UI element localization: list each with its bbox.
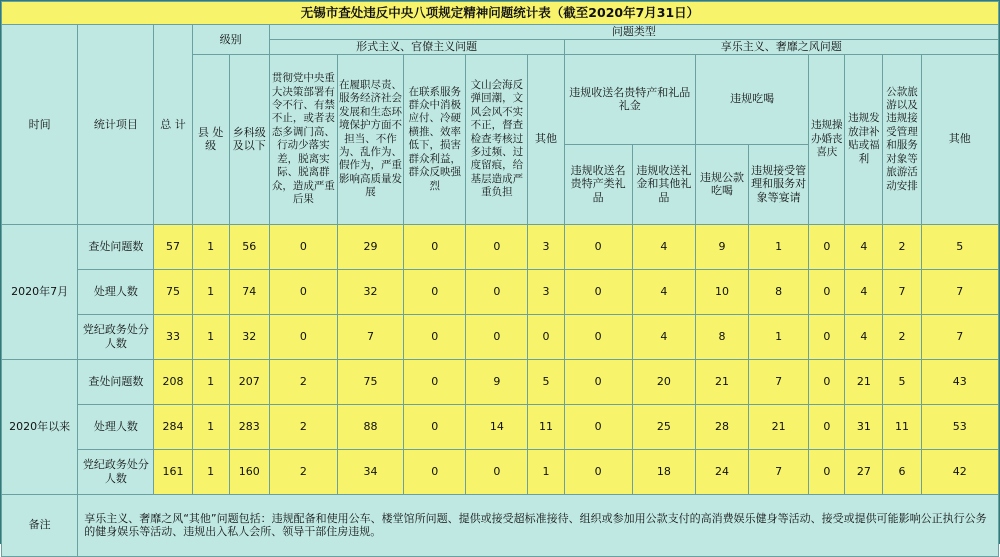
value-cell: 74: [229, 269, 269, 314]
value-cell: 0: [269, 314, 337, 359]
value-cell: 31: [845, 404, 883, 449]
value-cell: 75: [337, 359, 403, 404]
value-cell: 8: [695, 314, 748, 359]
value-cell: 7: [883, 269, 921, 314]
stat-item-cell: 党纪政务处分人数: [78, 314, 154, 359]
value-cell: 32: [337, 269, 403, 314]
value-cell: 56: [229, 224, 269, 269]
value-cell: 4: [632, 314, 695, 359]
value-cell: 4: [845, 224, 883, 269]
value-cell: 2: [883, 224, 921, 269]
value-cell: 2: [269, 404, 337, 449]
value-cell: 0: [466, 449, 528, 494]
value-cell: 1: [192, 359, 229, 404]
header-stat-item: 统计项目: [78, 25, 154, 225]
header-eat-2: 违规接受管理和服务对象等宴请: [749, 144, 809, 224]
value-cell: 0: [528, 314, 564, 359]
value-cell: 8: [749, 269, 809, 314]
header-problem-type: 问题类型: [269, 25, 998, 40]
value-cell: 0: [809, 269, 845, 314]
value-cell: 7: [749, 449, 809, 494]
header-eat: 违规吃喝: [695, 54, 808, 144]
header-hedonism: 享乐主义、奢靡之风问题: [564, 39, 998, 54]
value-cell: 0: [466, 224, 528, 269]
stat-item-cell: 处理人数: [78, 269, 154, 314]
table-row: [2, 404, 999, 449]
value-cell: 21: [845, 359, 883, 404]
value-cell: 5: [528, 359, 564, 404]
value-cell: 4: [845, 314, 883, 359]
value-cell: 0: [269, 224, 337, 269]
value-cell: 0: [564, 224, 632, 269]
value-cell: 160: [229, 449, 269, 494]
value-cell: 28: [695, 404, 748, 449]
value-cell: 29: [337, 224, 403, 269]
value-cell: 284: [154, 404, 192, 449]
value-cell: 11: [883, 404, 921, 449]
value-cell: 21: [749, 404, 809, 449]
remark-label: 备注: [2, 494, 78, 556]
value-cell: 27: [845, 449, 883, 494]
value-cell: 0: [466, 314, 528, 359]
value-cell: 0: [564, 314, 632, 359]
table-row: [2, 359, 999, 404]
value-cell: 25: [632, 404, 695, 449]
value-cell: 0: [564, 359, 632, 404]
header-formalism-2: 在履职尽责、服务经济社会发展和生态环境保护方面不担当、不作为、乱作为、假作为，严重影响高质量发展: [337, 54, 403, 224]
value-cell: 0: [404, 359, 466, 404]
value-cell: 1: [528, 449, 564, 494]
remark-text: 享乐主义、奢靡之风“其他”问题包括：违规配备和使用公车、楼堂馆所问题、提供或接受超标准接待、组织或参加用公款支付的高消费娱乐健身等活动、接受或提供可能影响公正执行公务的健身娱乐等活动、违规出入私人会所、领导干部住房违规。: [78, 494, 999, 556]
value-cell: 207: [229, 359, 269, 404]
value-cell: 0: [564, 404, 632, 449]
value-cell: 0: [809, 404, 845, 449]
value-cell: 0: [809, 314, 845, 359]
table-row: [2, 224, 999, 269]
header-formalism: 形式主义、官僚主义问题: [269, 39, 564, 54]
value-cell: 9: [695, 224, 748, 269]
value-cell: 0: [809, 359, 845, 404]
value-cell: 2: [883, 314, 921, 359]
value-cell: 1: [192, 314, 229, 359]
table-title: 无锡市查处违反中央八项规定精神问题统计表（截至2020年7月31日）: [2, 2, 999, 25]
table-body: [2, 224, 999, 494]
header-time: 时间: [2, 25, 78, 225]
value-cell: 7: [749, 359, 809, 404]
header-eat-1: 违规公款吃喝: [695, 144, 748, 224]
value-cell: 57: [154, 224, 192, 269]
value-cell: 0: [466, 269, 528, 314]
header-gift-2: 违规收送礼金和其他礼品: [632, 144, 695, 224]
value-cell: 14: [466, 404, 528, 449]
value-cell: 18: [632, 449, 695, 494]
value-cell: 5: [883, 359, 921, 404]
value-cell: 0: [404, 404, 466, 449]
value-cell: 0: [564, 269, 632, 314]
value-cell: 0: [564, 449, 632, 494]
header-travel: 公款旅游以及违规接受管理和服务对象等旅游活动安排: [883, 54, 921, 224]
header-gift: 违规收送名贵特产和礼品礼金: [564, 54, 695, 144]
table-row: [2, 449, 999, 494]
value-cell: 1: [192, 269, 229, 314]
value-cell: 3: [528, 269, 564, 314]
value-cell: 2: [269, 449, 337, 494]
value-cell: 75: [154, 269, 192, 314]
value-cell: 34: [337, 449, 403, 494]
header-formalism-3: 在联系服务群众中消极应付、冷硬横推、效率低下，损害群众利益，群众反映强烈: [404, 54, 466, 224]
value-cell: 10: [695, 269, 748, 314]
value-cell: 24: [695, 449, 748, 494]
value-cell: 53: [921, 404, 998, 449]
header-gift-1: 违规收送名贵特产类礼品: [564, 144, 632, 224]
value-cell: 33: [154, 314, 192, 359]
header-level: 级别: [192, 25, 269, 55]
header-formalism-other: 其他: [528, 54, 564, 224]
table-row: [2, 314, 999, 359]
header-subsidy: 违规发放津补贴或福利: [845, 54, 883, 224]
value-cell: 32: [229, 314, 269, 359]
value-cell: 11: [528, 404, 564, 449]
value-cell: 0: [404, 449, 466, 494]
value-cell: 1: [749, 224, 809, 269]
value-cell: 43: [921, 359, 998, 404]
value-cell: 9: [466, 359, 528, 404]
stat-item-cell: 党纪政务处分人数: [78, 449, 154, 494]
value-cell: 7: [921, 269, 998, 314]
stat-item-cell: 查处问题数: [78, 224, 154, 269]
header-level-township: 乡科级及以下: [229, 54, 269, 224]
value-cell: 0: [269, 269, 337, 314]
value-cell: 0: [404, 269, 466, 314]
value-cell: 6: [883, 449, 921, 494]
header-formalism-4: 文山会海反弹回潮，文风会风不实不正，督查检查考核过多过频、过度留痕，给基层造成严重负担: [466, 54, 528, 224]
value-cell: 42: [921, 449, 998, 494]
value-cell: 4: [632, 269, 695, 314]
stat-item-cell: 查处问题数: [78, 359, 154, 404]
value-cell: 0: [809, 449, 845, 494]
value-cell: 2: [269, 359, 337, 404]
value-cell: 4: [845, 269, 883, 314]
value-cell: 0: [404, 314, 466, 359]
value-cell: 1: [749, 314, 809, 359]
value-cell: 21: [695, 359, 748, 404]
value-cell: 208: [154, 359, 192, 404]
value-cell: 5: [921, 224, 998, 269]
period-cell: 2020年7月: [2, 224, 78, 359]
header-level-county: 县 处 级: [192, 54, 229, 224]
value-cell: 283: [229, 404, 269, 449]
value-cell: 3: [528, 224, 564, 269]
value-cell: 88: [337, 404, 403, 449]
value-cell: 4: [632, 224, 695, 269]
value-cell: 7: [337, 314, 403, 359]
value-cell: 161: [154, 449, 192, 494]
header-total: 总 计: [154, 25, 192, 225]
value-cell: 1: [192, 224, 229, 269]
value-cell: 20: [632, 359, 695, 404]
header-wedding: 违规操办婚丧喜庆: [809, 54, 845, 224]
value-cell: 0: [809, 224, 845, 269]
period-cell: 2020年以来: [2, 359, 78, 494]
value-cell: 1: [192, 404, 229, 449]
value-cell: 0: [404, 224, 466, 269]
value-cell: 1: [192, 449, 229, 494]
statistics-table: [1, 1, 999, 557]
stat-item-cell: 处理人数: [78, 404, 154, 449]
header-hedonism-other: 其他: [921, 54, 998, 224]
table-row: [2, 269, 999, 314]
value-cell: 7: [921, 314, 998, 359]
header-formalism-1: 贯彻党中央重大决策部署有令不行、有禁不止，或者表态多调门高、行动少落实差，脱离实际、脱离群众，造成严重后果: [269, 54, 337, 224]
